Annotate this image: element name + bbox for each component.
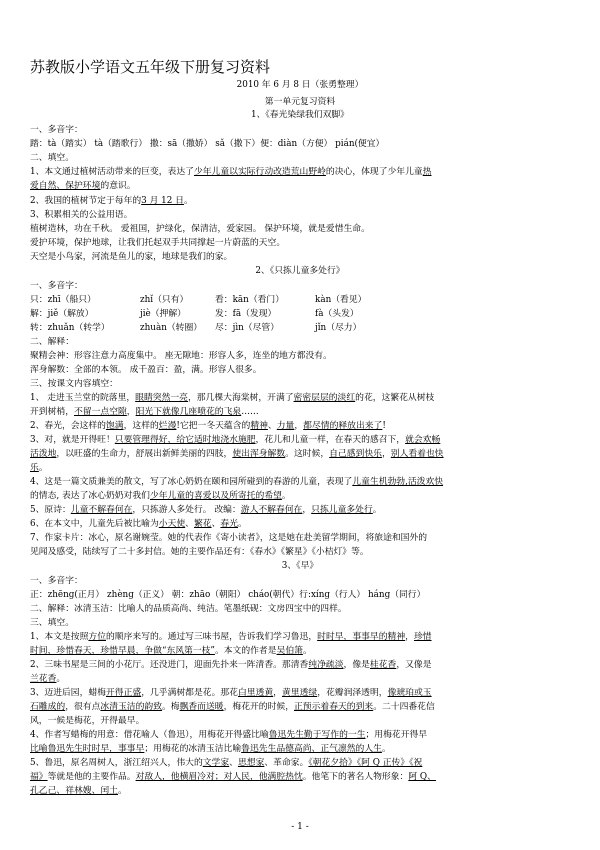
text-line: 2、我国的植树节定于每年的3 月 12 日。 xyxy=(30,196,193,206)
text-line: 2、三味书屋是三间的小花厅。还没进门，迎面先扑来一阵清香。那清香纯净疏淡，像是桂花香，又像是 xyxy=(30,660,432,670)
text-line: 风，一候是梅花，开得最早。 xyxy=(30,716,145,726)
date-line: 2010 年 6 月 8 日（张勇整理） xyxy=(236,80,364,90)
text-line: 的情态, 表达了冰心奶奶对我们少年儿童的喜爱以及所寄托的希望。 xyxy=(30,491,291,501)
page-number: - 1 - xyxy=(291,822,309,832)
text-line: 6、在本文中，儿童先后被比喻为小天使、繁花、春光。 xyxy=(30,519,247,529)
text-line: 比喻鲁迅先生时时早，事事早；用梅花的冰清玉洁比喻鲁迅先生品德高尚、正气凛然的人生。 xyxy=(30,744,391,754)
text-line: 4、作者写蜡梅的用意：借花喻人（鲁迅），用梅花开得盛比喻鲁迅先生勤于写作的一生；用梅花开得早 xyxy=(30,730,428,740)
text-line: 3、对，就是开得旺！只要管理得好，给它适时地浇水施肥，花儿和儿童一样，在春天的感召下，就会欢畅 xyxy=(30,435,441,445)
text-line: 二、解释：冰清玉洁：比喻人的品质高尚、纯洁。笔墨纸砚：文房四宝中的四样。 xyxy=(30,604,347,614)
text-line: 孔乙己、祥林嫂、闰土。 xyxy=(30,786,127,796)
text-line: 乐。 xyxy=(30,463,48,473)
section-heading: 三、按课文内容填空： xyxy=(30,379,118,389)
text-line: 聚精会神：形容注意力高度集中。 座无隙地：形容人多，连坐的地方都没有。 xyxy=(30,351,332,361)
document-title: 苏教版小学语文五年级下册复习资料 xyxy=(30,58,271,76)
text-line: 5、鲁迅，原名周树人，浙江绍兴人，伟大的文学家、思想家、革命家。《朝花夕拾》《阿 Q 正传》《祝 xyxy=(30,758,423,768)
text-line: 时间，珍惜春天，珍惜早晨，争做“东风第一枝”。本文的作者是吴伯箫。 xyxy=(30,646,312,656)
text-line: 4、这是一篇文质兼美的散文，写了冰心奶奶在颐和园所碰到的春游的儿童，表现了儿童生机勃勃,活泼欢快 xyxy=(30,477,444,487)
section-heading: 三、填空。 xyxy=(30,618,74,628)
text-line: 3、积累相关的公益用语。 xyxy=(30,210,133,220)
text-line: 天空是小鸟家，河流是鱼儿的家，地球是我们的家。 xyxy=(30,252,233,262)
text-line: 见闻及感受，陆续写了二十多封信。她的主要作品还有：《春水》《繁星》《小桔灯》等。 xyxy=(30,547,369,557)
polyphone-line: 正：zhēng(正月） zhèng（正义） 朝：zhāo（朝阳） cháo(朝代）行:xíng（行人） háng（同行） xyxy=(30,590,426,600)
text-line: 浑身解数：全部的本领。 成千盈百：盈，满。形容人很多。 xyxy=(30,365,262,375)
text-line: 3、迈进后园，蜡梅开得正盛，几乎满树都是花。那花白里透黄，黄里透绿，花瓣润泽透明，像琥珀或玉 xyxy=(30,688,432,698)
text-line: 兰花香。 xyxy=(30,674,66,684)
text-line: 爱护环境，保护地球，让我们托起双手共同撑起一片蔚蓝的天空。 xyxy=(30,238,286,248)
text-line: 开到树梢，不留一点空隙，阳光下就像几座喷花的飞泉…… xyxy=(30,407,259,417)
polyphone-line: 解：jiě（解放） jiè（押解） 发：fā（发现） fà（头发） xyxy=(30,309,359,319)
polyphone-line: 踏：tà（踏实） tà（踏歌行） 撒：sā（撒娇） sǎ（撒下）便：diàn（方便） pián(便宜） xyxy=(30,139,385,149)
text-line: 1、 走进玉兰堂的院落里，眼睛突然一亮，那几棵大海棠树，开满了密密层层的淡红的花，这繁花从树枝 xyxy=(30,393,435,403)
text-line: 石雕成的，很有点冰清玉洁的韵致。梅飘香而送暖，梅花开的时候，正预示着春天的到来。二十四番花信 xyxy=(30,702,435,712)
text-line: 2、春光，会这样的饱满，这样的烂漫!它把一冬天蕴含的精神、力量，都尽情的释放出来了! xyxy=(30,421,386,431)
lesson2-title: 2、《只拣儿童多处行》 xyxy=(255,266,345,276)
unit-title: 第一单元复习资料 xyxy=(264,97,336,107)
section-heading: 一、多音字： xyxy=(30,576,83,586)
section-heading: 一、多音字： xyxy=(30,281,83,291)
section-heading: 一、多音字： xyxy=(30,125,83,135)
polyphone-line: 转：zhuǎn（转学） zhuàn（转圈） 尽：jìn（尽管） jǐn（尽力） xyxy=(30,323,362,333)
text-line: 福》等就是他的主要作品。对敌人，他横眉冷对；对人民，他满腔热忱。他笔下的著名人物形象：阿 Q、 xyxy=(30,772,436,782)
text-line: 植树造林，功在千秋。 爱祖国，护绿化，保清洁，爱家园。 保护环境，就是爱惜生命。 xyxy=(30,224,370,234)
polyphone-line: 只：zhī（船只） zhǐ（只有） 看：kān（看门） kàn（看见） xyxy=(30,295,367,305)
text-line: 爱自然、保护环境的意识。 xyxy=(30,181,136,191)
text-line: 5、原诗：儿童不解春何在，只拣游人多处行。 改编：游人不解春何在，只拣儿童多处行。 xyxy=(30,505,382,515)
text-line: 1、本文是按照方位的顺序来写的。通过写三味书屋，告诉我们学习鲁迅，时时早，事事早的精神，珍惜 xyxy=(30,632,432,642)
lesson1-title: 1、《春光染绿我们双脚》 xyxy=(251,110,349,120)
text-line: 1、本文通过植树活动带来的巨变，表达了少年儿童以实际行动改造荒山野岭的决心，体现了少年儿童热 xyxy=(30,167,432,177)
section-heading: 二、解释： xyxy=(30,337,74,347)
lesson3-title: 3、《早》 xyxy=(281,561,319,571)
text-line: 活泼地，以旺盛的生命力，舒展出新鲜美丽的四肢，使出浑身解数。这时候，自己感到快乐，别人看着也快 xyxy=(30,449,444,459)
text-line: 7、作家卡片：冰心，原名谢婉莹。她的代表作《寄小读者》，这是她在赴美留学期间，将旅途和国外的 xyxy=(30,533,428,543)
section-heading: 二、填空。 xyxy=(30,153,74,163)
